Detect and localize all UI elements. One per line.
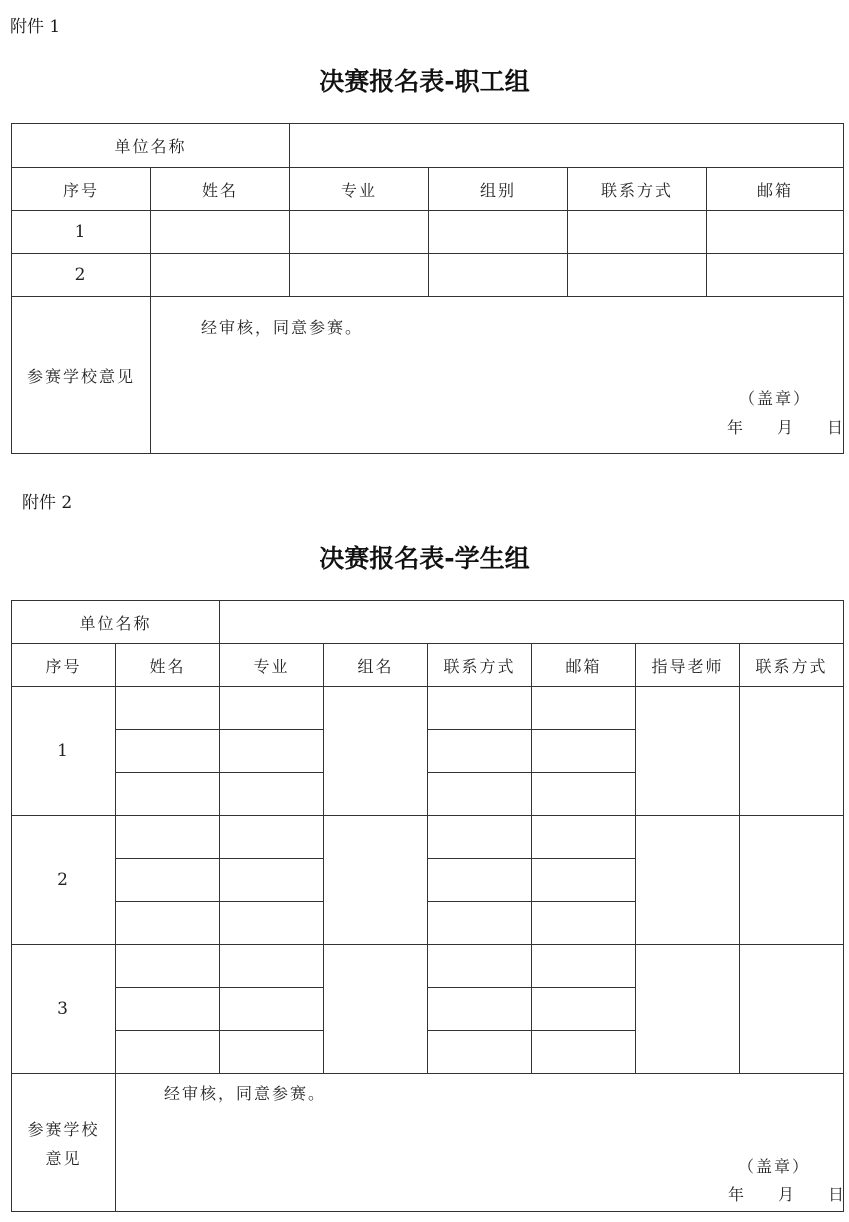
form1-title: 决赛报名表-职工组 — [319, 67, 530, 96]
form2-name-cell[interactable] — [116, 687, 220, 730]
form2-advisor-cell[interactable] — [636, 945, 740, 1074]
form2-contact-cell[interactable] — [428, 945, 532, 988]
form1-header-major: 专业 — [290, 168, 429, 211]
form1-header-email: 邮箱 — [707, 168, 844, 211]
form2-email-cell[interactable] — [532, 1031, 636, 1074]
form2-team-cell[interactable] — [324, 816, 428, 945]
form1-opinion-text: 经审核，同意参赛。 — [201, 318, 364, 337]
form2-header-name: 姓名 — [116, 644, 220, 687]
form1-row-index: 1 — [12, 211, 151, 254]
form1-seal-label: （盖章） — [739, 389, 812, 408]
form1-row-index: 2 — [12, 254, 151, 297]
attachment-2-label: 附件 2 — [22, 493, 73, 513]
form2-contact-cell[interactable] — [428, 859, 532, 902]
form2-title: 决赛报名表-学生组 — [319, 544, 530, 573]
form2-date-year: 年 — [728, 1185, 747, 1204]
form2-contact-cell[interactable] — [428, 687, 532, 730]
form2-email-cell[interactable] — [532, 687, 636, 730]
form1-header-group: 组别 — [429, 168, 568, 211]
form1-opinion-cell[interactable] — [151, 297, 844, 454]
form2-opinion-label-line1: 参赛学校 — [27, 1119, 100, 1139]
form2-seal-label: （盖章） — [738, 1157, 811, 1176]
form2-unit-label: 单位名称 — [12, 601, 220, 644]
form2-name-cell[interactable] — [116, 816, 220, 859]
form2-header-email: 邮箱 — [532, 644, 636, 687]
form1-name-cell[interactable] — [151, 254, 290, 297]
form2-name-cell[interactable] — [116, 902, 220, 945]
form2-contact-cell[interactable] — [428, 902, 532, 945]
form2-advisor-contact-cell[interactable] — [740, 687, 844, 816]
form2-advisor-contact-cell[interactable] — [740, 945, 844, 1074]
form2-unit-input[interactable] — [220, 601, 844, 644]
attachment-1-label: 附件 1 — [10, 17, 61, 37]
form1-email-cell[interactable] — [707, 254, 844, 297]
form2-header-major: 专业 — [220, 644, 324, 687]
form2-header-index: 序号 — [12, 644, 116, 687]
form1-name-cell[interactable] — [151, 211, 290, 254]
form2-date-line — [728, 1182, 846, 1205]
form1-header-index: 序号 — [12, 168, 151, 211]
form2-contact-cell[interactable] — [428, 988, 532, 1031]
form2-email-cell[interactable] — [532, 902, 636, 945]
form1-contact-cell[interactable] — [568, 211, 707, 254]
form2-header-contact: 联系方式 — [428, 644, 532, 687]
form1-major-cell[interactable] — [290, 211, 429, 254]
form2-contact-cell[interactable] — [428, 816, 532, 859]
form2-major-cell[interactable] — [220, 730, 324, 773]
form1-major-cell[interactable] — [290, 254, 429, 297]
form2-name-cell[interactable] — [116, 1031, 220, 1074]
form2-email-cell[interactable] — [532, 859, 636, 902]
form2-major-cell[interactable] — [220, 945, 324, 988]
form2-date-day: 日 — [828, 1185, 847, 1204]
form2-group-index: 2 — [12, 816, 116, 945]
form2-date-month: 月 — [778, 1185, 797, 1204]
form1-date-line — [727, 415, 845, 438]
form2-advisor-contact-cell[interactable] — [740, 816, 844, 945]
form2-major-cell[interactable] — [220, 1031, 324, 1074]
form2-contact-cell[interactable] — [428, 730, 532, 773]
form2-header-advisor-contact: 联系方式 — [740, 644, 844, 687]
form2-major-cell[interactable] — [220, 816, 324, 859]
form2-email-cell[interactable] — [532, 988, 636, 1031]
form2-opinion-cell[interactable] — [116, 1074, 847, 1212]
form1-header-name: 姓名 — [151, 168, 290, 211]
form1-group-cell[interactable] — [429, 211, 568, 254]
form2-group-index: 1 — [12, 687, 116, 816]
form1-contact-cell[interactable] — [568, 254, 707, 297]
form2-header-team: 组名 — [324, 644, 428, 687]
form2-email-cell[interactable] — [532, 773, 636, 816]
form2-major-cell[interactable] — [220, 988, 324, 1031]
form1-date-year: 年 — [727, 418, 746, 437]
form1-date-day: 日 — [827, 418, 846, 437]
form2-advisor-cell[interactable] — [636, 687, 740, 816]
form1-group-cell[interactable] — [429, 254, 568, 297]
form2-opinion-text: 经审核，同意参赛。 — [164, 1084, 327, 1103]
form2-opinion-label — [12, 1074, 116, 1212]
form2-table — [11, 600, 847, 1212]
form1-date-month: 月 — [777, 418, 796, 437]
form2-advisor-cell[interactable] — [636, 816, 740, 945]
form2-group-index: 3 — [12, 945, 116, 1074]
form2-contact-cell[interactable] — [428, 1031, 532, 1074]
form2-email-cell[interactable] — [532, 945, 636, 988]
form1-table — [11, 123, 844, 454]
form1-header-contact: 联系方式 — [568, 168, 707, 211]
form2-major-cell[interactable] — [220, 859, 324, 902]
form2-contact-cell[interactable] — [428, 773, 532, 816]
form2-header-advisor: 指导老师 — [636, 644, 740, 687]
form2-team-cell[interactable] — [324, 687, 428, 816]
form2-email-cell[interactable] — [532, 816, 636, 859]
form1-unit-input[interactable] — [290, 124, 844, 168]
form2-opinion-label-line2: 意见 — [45, 1148, 82, 1168]
form2-email-cell[interactable] — [532, 730, 636, 773]
form2-major-cell[interactable] — [220, 773, 324, 816]
form1-opinion-label: 参赛学校意见 — [12, 297, 151, 454]
form2-name-cell[interactable] — [116, 945, 220, 988]
form2-name-cell[interactable] — [116, 988, 220, 1031]
form2-team-cell[interactable] — [324, 945, 428, 1074]
form2-major-cell[interactable] — [220, 687, 324, 730]
form2-name-cell[interactable] — [116, 859, 220, 902]
form1-email-cell[interactable] — [707, 211, 844, 254]
form2-name-cell[interactable] — [116, 773, 220, 816]
form1-unit-label: 单位名称 — [12, 124, 290, 168]
form2-major-cell[interactable] — [220, 902, 324, 945]
form2-name-cell[interactable] — [116, 730, 220, 773]
